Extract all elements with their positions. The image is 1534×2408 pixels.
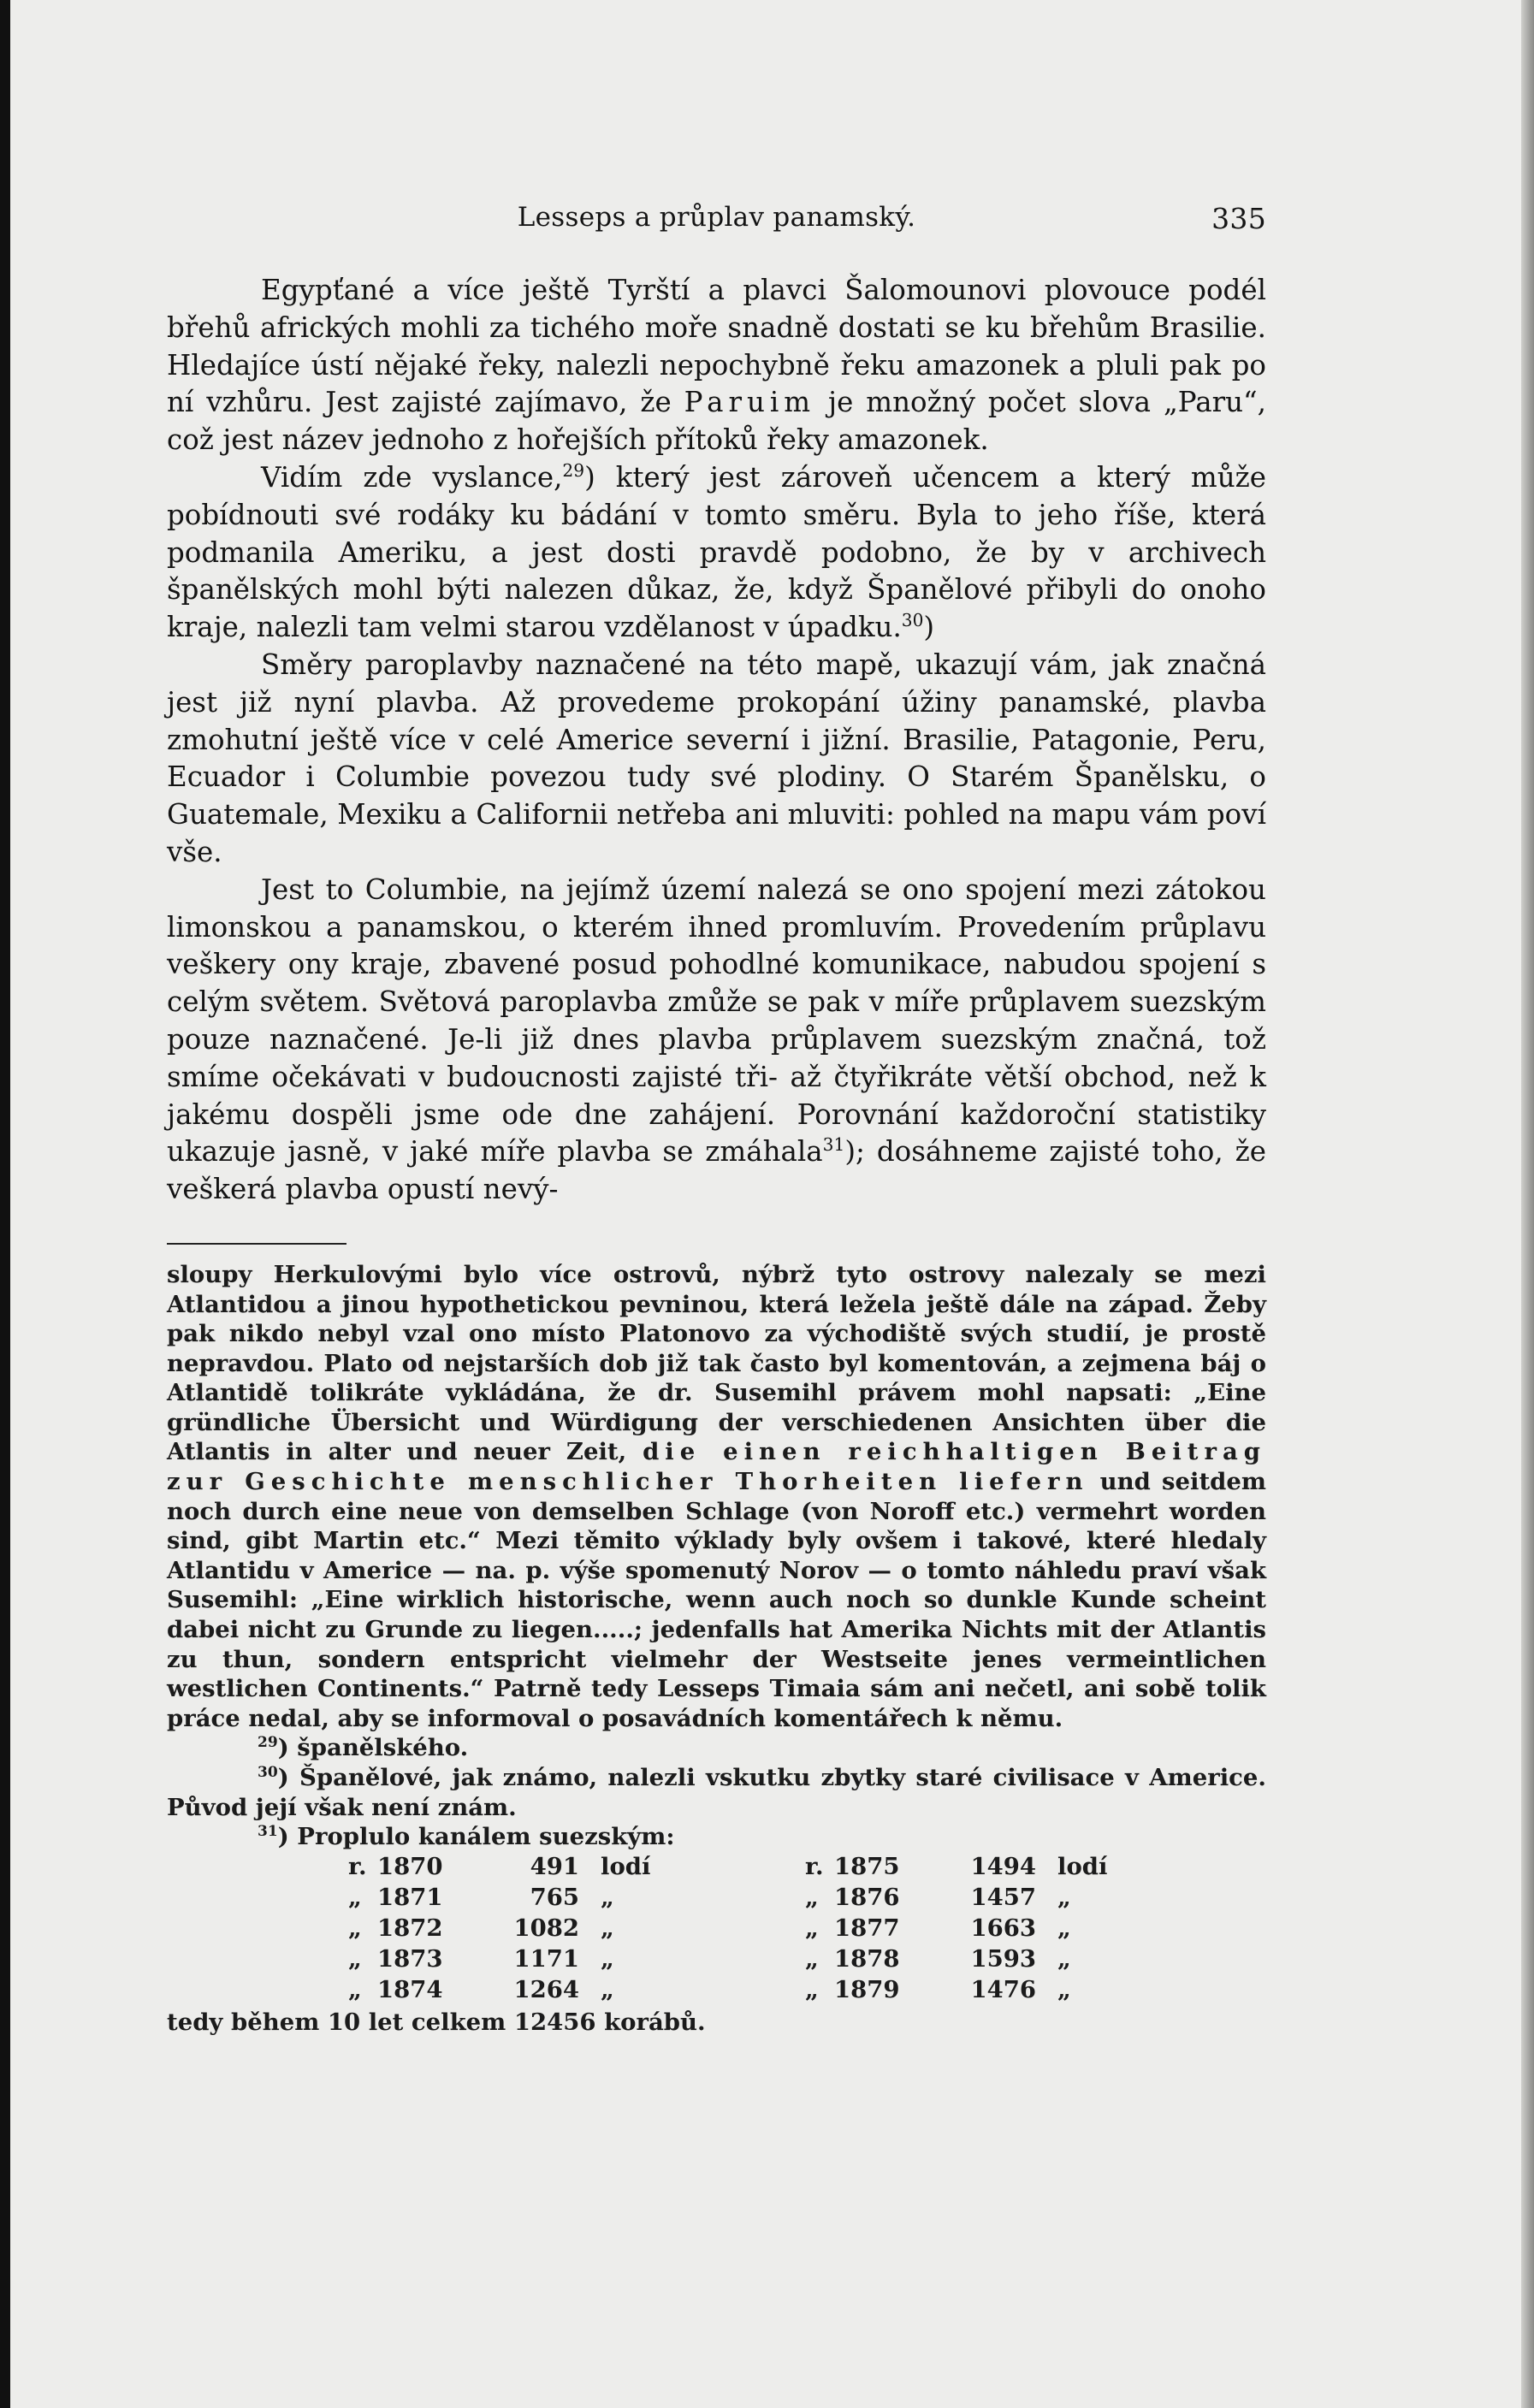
footnote-30: $^{30}$) Španělové, jak známo, nalezli vskutku zbytky staré civilisace v Americe. Původ její však není znám. bbox=[167, 1763, 1266, 1821]
footnote-ref: 29 bbox=[562, 460, 585, 482]
footnote-continuation: sloupy Herkulovými bylo více ostrovů, nýbrž tyto ostrovy nalezaly se mezi Atlantidou a jinou hypothetickou pevninou, která ležela ještě dále na západ. Žeby pak nikdo nebyl vzal ono místo Platonovo za východiště svých studií, je prostě nepravdou. Plato od nejstarších dob již tak často byl komentován, a zejmena báj o Atlantidě tolikráte vykládána, že dr. Susemihl právem mohl napsati: „Eine gründliche Übersicht und Würdigung der verschiedenen Ansichten über die Atlantis in alter und neuer Zeit, die einen reichhaltigen Beitrag zur Geschichte menschlicher Thorheiten liefern und seitdem noch durch eine neue von demselben Schlage (von Noroff etc.) vermehrt worden sind, gibt Martin etc.“ Mezi těmito výklady byly ovšem i takové, které hledaly Atlantidu v Americe — na. p. výše spomenutý Norov — o tomto náhledu praví však Susemihl: „Eine wirklich historische, wenn auch noch so dunkle Kunde scheint dabei nicht zu Grunde zu liegen.....; jedenfalls hat Amerika Nichts mit der Atlantis zu thun, sondern entspricht vielmehr der Westseite jenes vermeintlichen westlichen Continents.“ Patrně tedy Lesseps Timaia sám ani nečetl, ani sobě tolik práce nedal, aby se informoval o posavádních komentářech k němu. bbox=[167, 1260, 1267, 1732]
stats-row: r. 1870 491 lodí bbox=[348, 1852, 651, 1880]
running-title: Lesseps a průplav panamský. bbox=[517, 202, 916, 233]
stats-row: „ 1874 1264 „ bbox=[348, 1975, 614, 2003]
page-edge bbox=[1521, 0, 1534, 2408]
footnote-ref: 30 bbox=[901, 610, 924, 631]
stats-row: „ 1878 1593 „ bbox=[805, 1944, 1071, 1973]
page-number: 335 bbox=[1211, 202, 1266, 235]
stats-column-right bbox=[805, 1852, 1147, 2006]
stats-row: „ 1871 765 „ bbox=[348, 1883, 614, 1911]
page-content bbox=[167, 197, 1266, 2037]
stats-row: r. 1875 1494 lodí bbox=[805, 1852, 1108, 1880]
body-text bbox=[167, 272, 1266, 1209]
footnote-31: $^{31}$) Proplulo kanálem suezským: bbox=[258, 1823, 675, 1851]
paragraph: Vidím zde vyslance,$^{29}$) který jest zároveň učencem a který může pobídnouti své rodáky ku bádání v tomto směru. Byla to jeho říše, která podmanila Ameriku, a jest dosti pravdě podobno, že by v archivech španělských mohl býti nalezen důkaz, že, když Španělové přibyli do onoho kraje, nalezli tam velmi starou vzdělanost v úpadku.$^{30}$) bbox=[167, 460, 1266, 644]
stats-row: „ 1873 1171 „ bbox=[348, 1944, 614, 1973]
paragraph: Směry paroplavby naznačené na této mapě, ukazují vám, jak značná jest již nyní plavba. Až provedeme prokopání úžiny panamské, plavba zmohutní ještě více v celé Americe severní i jižní. Brasilie, Patagonie, Peru, Ecuador i Columbie povezou tudy své plodiny. O Starém Španělsku, o Guatemale, Mexiku a Californii netřeba ani mluviti: pohled na mapu vám poví vše. bbox=[167, 648, 1266, 868]
footnote-divider bbox=[167, 1243, 346, 1245]
footnotes bbox=[167, 1260, 1266, 2037]
paragraph: Egypťané a více ještě Tyrští a plavci Šalomounovi plovouce podél břehů afrických mohli za tichého moře snadně dostati se ku břehům Brasilie. Hledajíce ústí nějaké řeky, nalezli nepochybně řeku amazonek a pluli pak po ní vzhůru. Jest zajisté zajímavo, že Paruim je množný počet slova „Paru“, což jest název jednoho z hořejších přítoků řeky amazonek. bbox=[167, 274, 1266, 457]
running-header bbox=[167, 197, 1266, 248]
stats-column-left bbox=[348, 1852, 690, 2006]
footnote-ref: 31 bbox=[822, 1134, 845, 1156]
suez-statistics-table bbox=[167, 1852, 1266, 2008]
stats-row: „ 1876 1457 „ bbox=[805, 1883, 1071, 1911]
footnote-29: $^{29}$) španělského. bbox=[258, 1734, 469, 1762]
stats-row: „ 1872 1082 „ bbox=[348, 1914, 614, 1942]
paragraph: Jest to Columbie, na jejímž území nalezá se ono spojení mezi zátokou limonskou a panamskou, o kterém ihned promluvím. Provedením průplavu veškery ony kraje, zbavené posud pohodlné komunikace, nabudou spojení s celým světem. Světová paroplavba zmůže se pak v míře průplavem suezským pouze naznačené. Je-li již dnes plavba průplavem suezským značná, tož smíme očekávati v budoucnosti zajisté tři- až čtyřikráte větší obchod, než k jakému dospěli jsme ode dne zahájení. Porovnání každoroční statistiky ukazuje jasně, v jaké míře plavba se zmáhala$^{31}$); dosáhneme zajisté toho, že veškerá plavba opustí nevý- bbox=[167, 873, 1266, 1206]
stats-total: tedy během 10 let celkem 12456 korábů. bbox=[167, 2008, 706, 2036]
stats-row: „ 1879 1476 „ bbox=[805, 1975, 1071, 2003]
stats-row: „ 1877 1663 „ bbox=[805, 1914, 1071, 1942]
